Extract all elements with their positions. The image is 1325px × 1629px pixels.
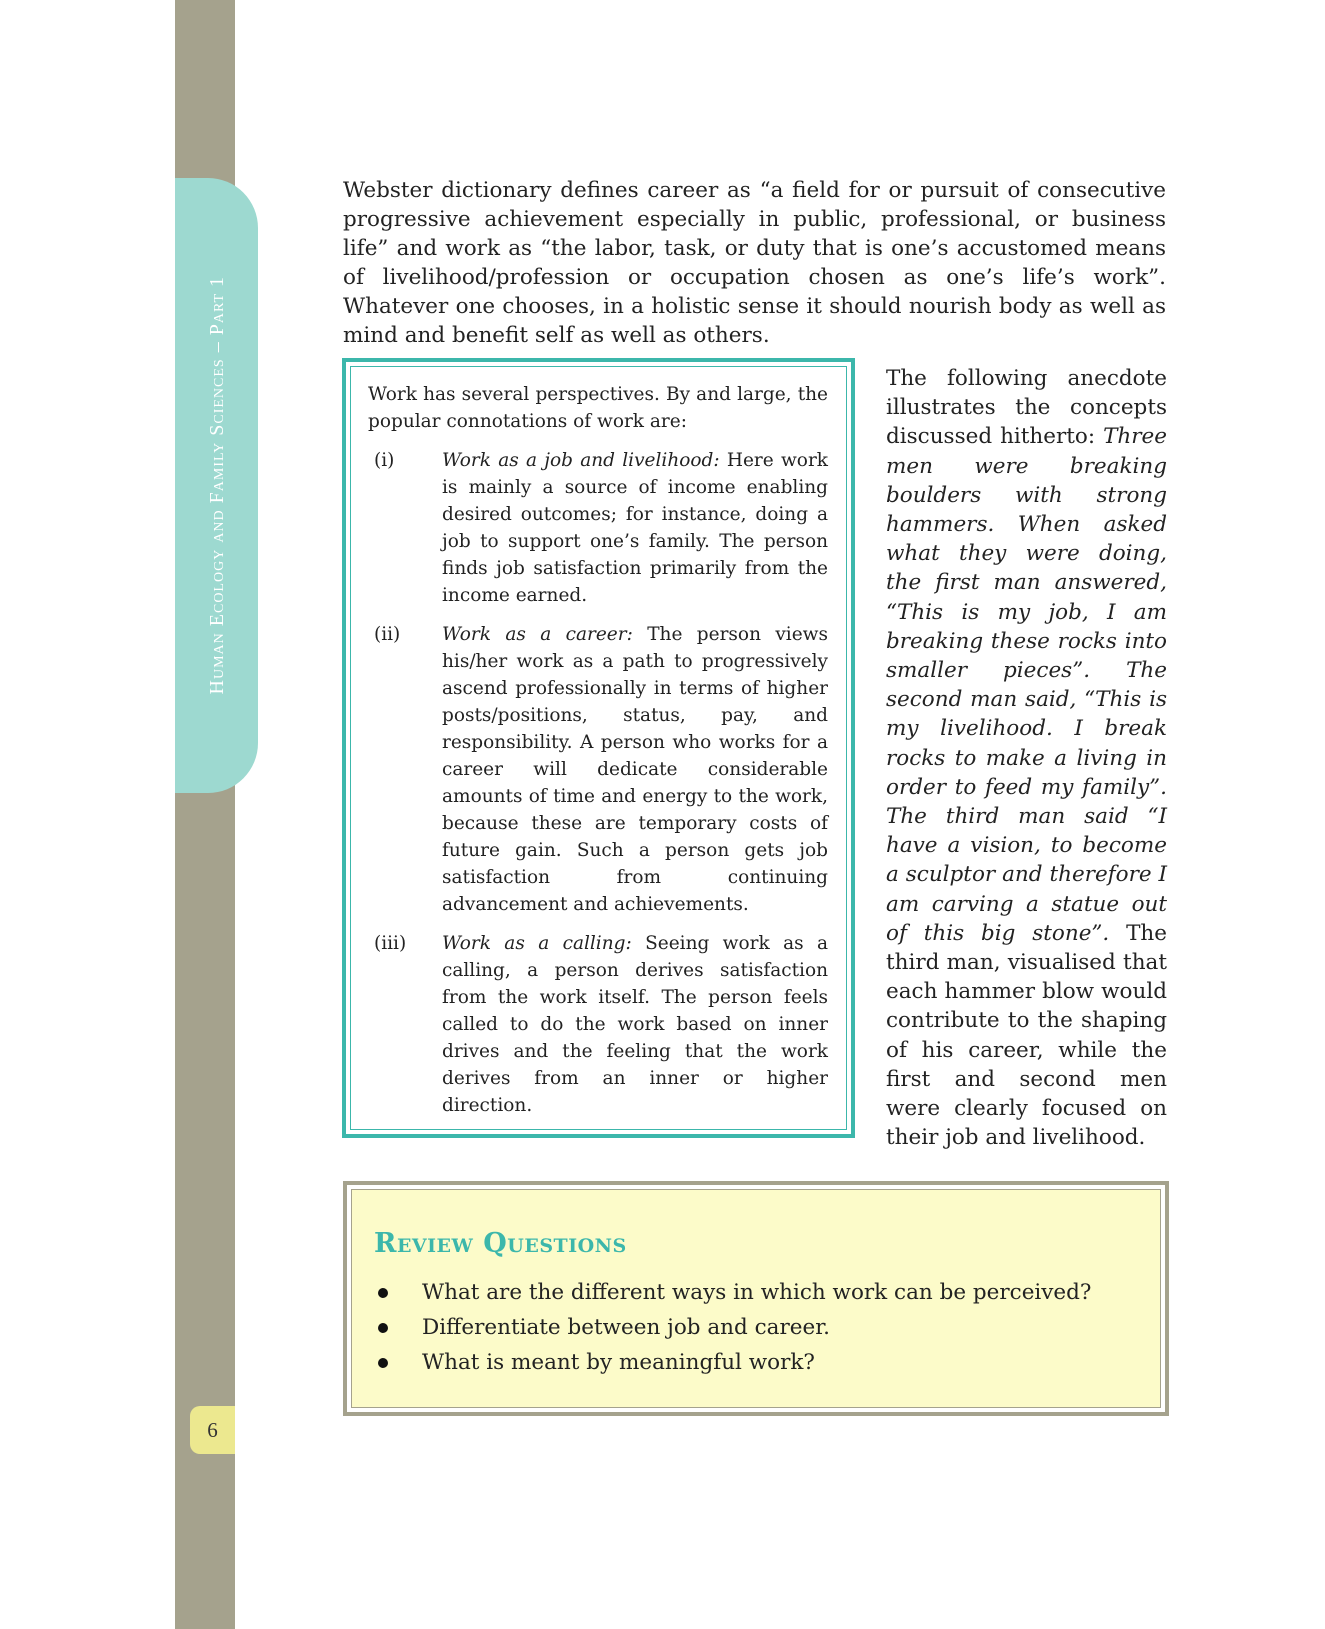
anecdote-tail: The third man, visualised that each hammer blow would contribute to the shaping of his career, while the first and second men were clearly focused on their job and livelihood. xyxy=(886,920,1168,1151)
intro-paragraph: Webster dictionary defines career as “a field for or pursuit of consecutive progressive achievement especially in public, professional, or business life” and work as “the labor, task, or duty that is one’s accustomed means of livelihood/profession or occupation chosen as one’s life’s work”. Whatever one chooses, in a holistic sense it should nourish body as well as mind and benefit self as well as others. xyxy=(343,178,1166,348)
bullet-icon xyxy=(378,1323,388,1333)
side-tab-text: Human Ecology and Family Sciences – Part 1 xyxy=(205,276,228,695)
bullet-icon xyxy=(378,1288,388,1298)
perspective-title: Work as a calling: xyxy=(442,933,632,954)
perspective-title: Work as a job and livelihood: xyxy=(442,450,720,471)
question-text: What is meant by meaningful work? xyxy=(422,1350,815,1375)
perspective-number: (iii) xyxy=(374,933,407,954)
perspective-item xyxy=(368,621,828,918)
review-questions-inner xyxy=(351,1189,1161,1408)
perspective-number: (ii) xyxy=(374,624,401,645)
perspective-body: Seeing work as a calling, a person derives satisfaction from the work itself. The person feels called to do the work based on inner drives and the feeling that the work derives from an inner or higher direction. xyxy=(442,933,828,1116)
perspectives-box xyxy=(342,358,855,1138)
perspectives-intro: Work has several perspectives. By and large, the popular connotations of work are: xyxy=(368,384,828,432)
question-text: Differentiate between job and career. xyxy=(422,1315,830,1340)
review-questions-list xyxy=(372,1275,1140,1380)
perspective-body: Here work is mainly a source of income enabling desired outcomes; for instance, doing a job to support one’s family. The person finds job satisfaction primarily from the income earned. xyxy=(442,450,828,606)
question-text: What are the different ways in which work can be perceived? xyxy=(422,1280,1092,1305)
perspective-text xyxy=(442,930,828,1119)
review-questions-box xyxy=(343,1181,1169,1416)
anecdote-lead: The following anecdote illustrates the concepts discussed hitherto: xyxy=(886,366,1167,450)
perspective-number: (i) xyxy=(374,450,395,471)
list-item xyxy=(372,1345,1140,1380)
perspectives-box-inner xyxy=(350,366,847,1130)
perspective-text xyxy=(442,447,828,609)
side-tab-label xyxy=(176,178,258,793)
anecdote-story: Three men were breaking boulders with strong hammers. When asked what they were doing, the first man answered, “This is my job, I am breaking these rocks into smaller pieces”. The second man said, “This is my livelihood. I break rocks to make a living in order to feed my family”. The third man said “I have a vision, to become a sculptor and therefore I am carving a statue out of this big stone”. xyxy=(886,424,1167,946)
list-item xyxy=(372,1310,1140,1345)
perspective-text xyxy=(442,621,828,918)
page-number: 6 xyxy=(190,1406,235,1454)
list-item xyxy=(372,1275,1140,1310)
perspective-item xyxy=(368,930,828,1119)
review-questions-title: Review Questions xyxy=(374,1228,627,1259)
perspective-body: The person views his/her work as a path to progressively ascend professionally in terms of higher posts/positions, status, pay, and responsibility. A person who works for a career will dedicate considerable amounts of time and energy to the work, because these are temporary costs of future gain. Such a person gets job satisfaction from continuing advancement and achievements. xyxy=(442,624,828,915)
bullet-icon xyxy=(378,1358,388,1368)
perspective-title: Work as a career: xyxy=(442,624,633,645)
perspective-item xyxy=(368,447,828,609)
anecdote-paragraph xyxy=(886,364,1167,1152)
